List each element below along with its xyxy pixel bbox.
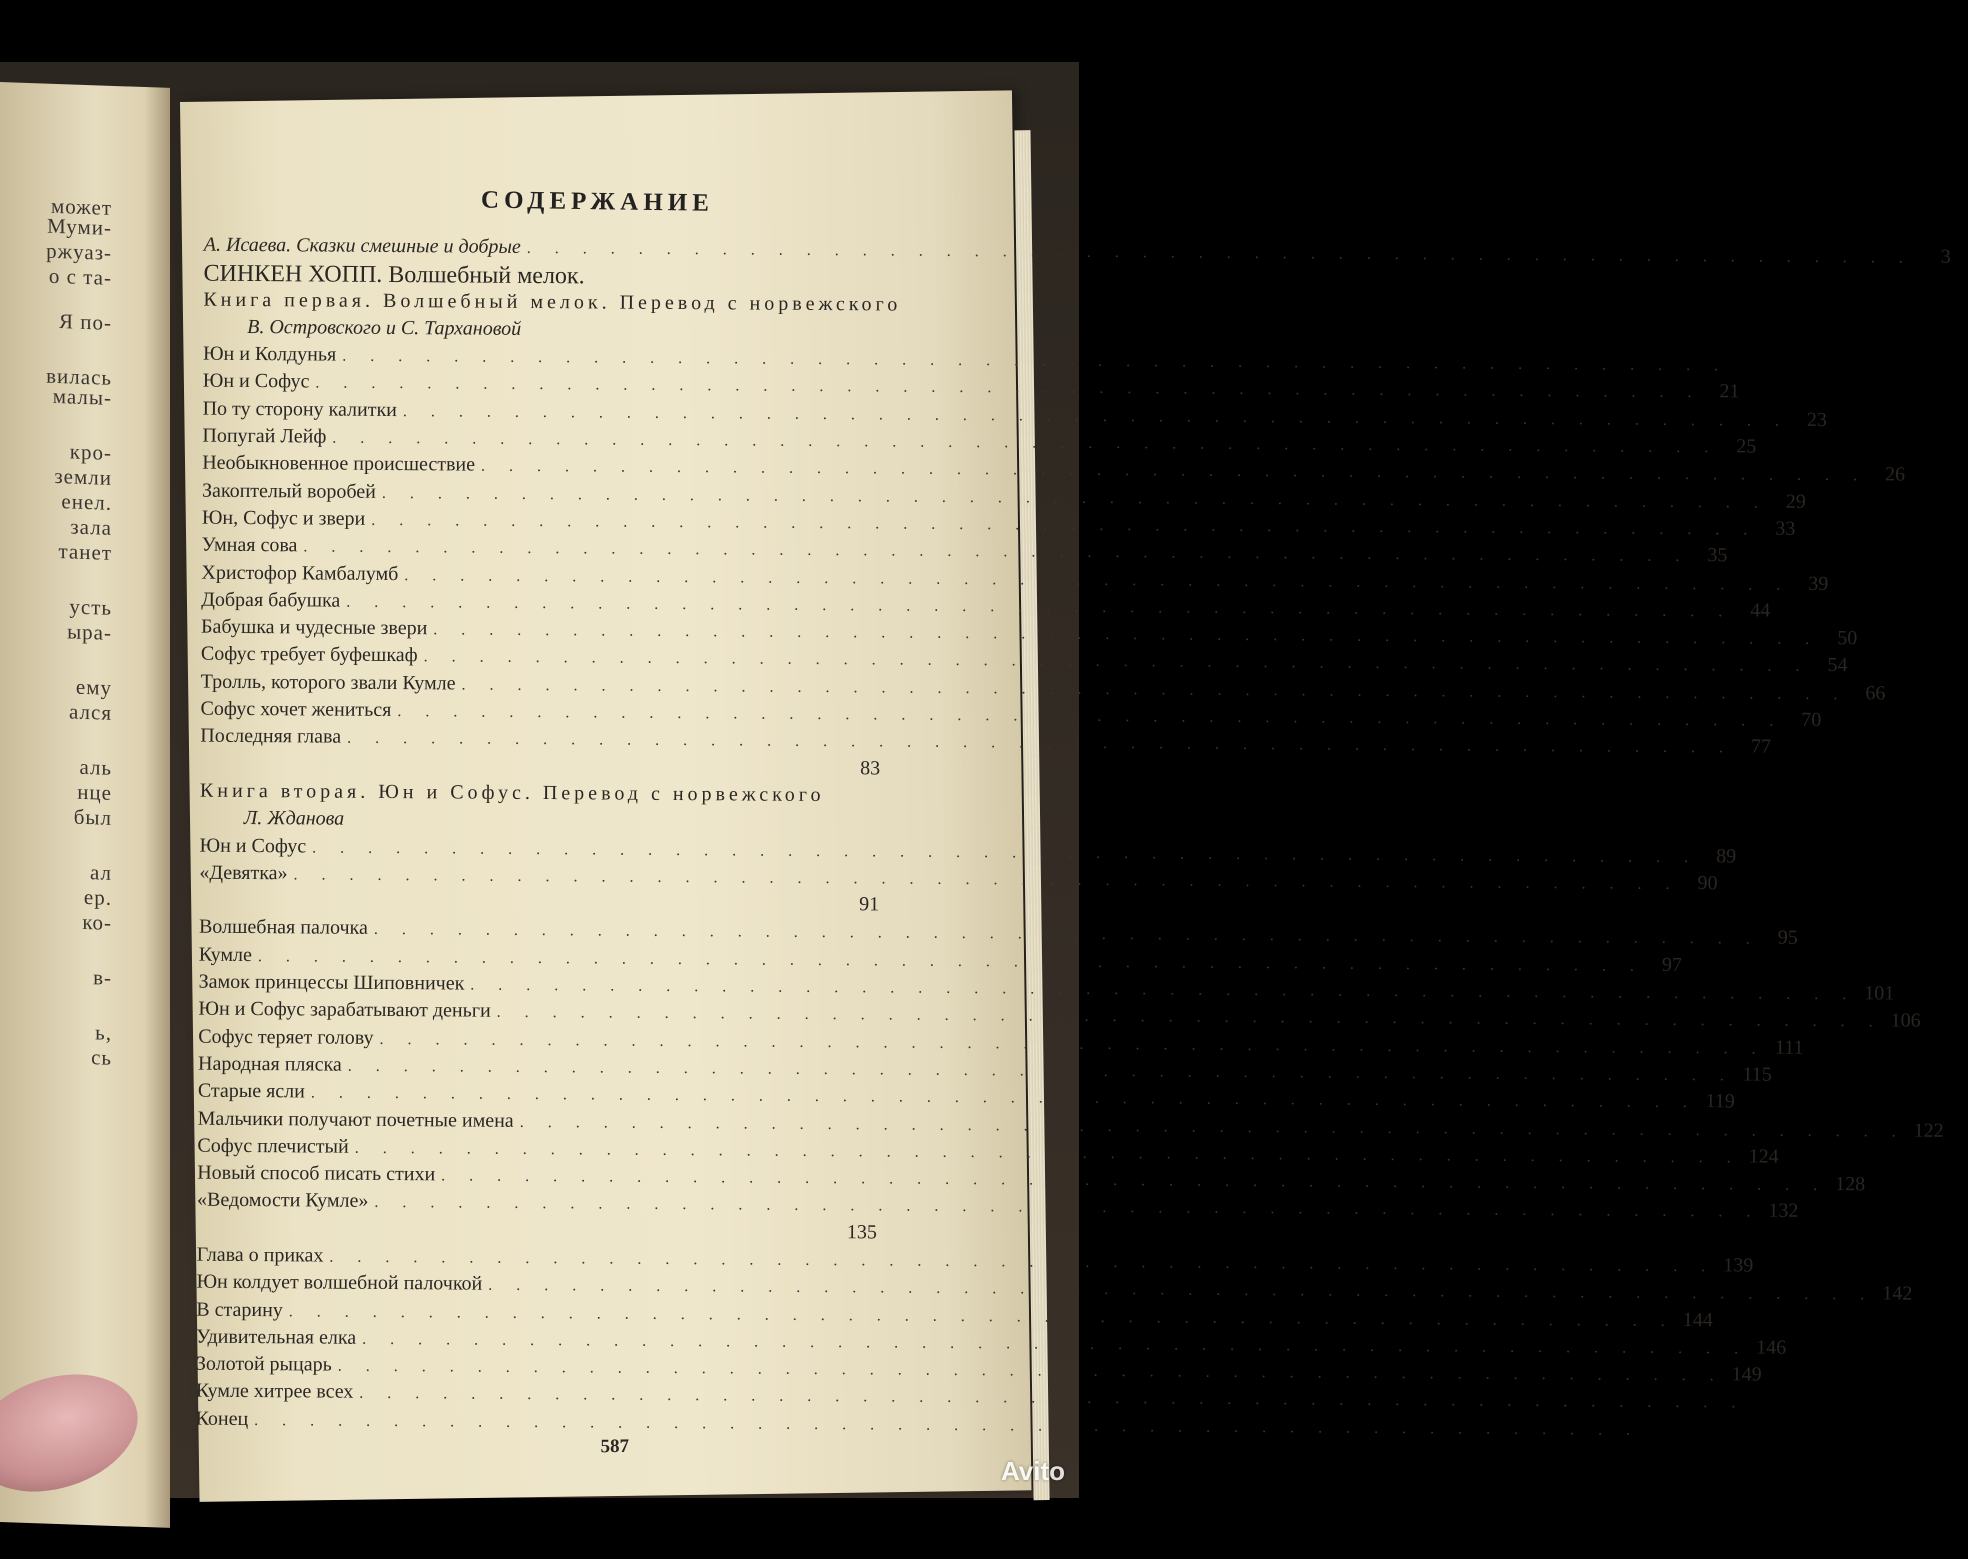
left-page-line: малы- bbox=[52, 383, 112, 410]
left-page-line: ко- bbox=[82, 909, 112, 935]
toc-entry-page: 77 bbox=[1751, 735, 1772, 758]
left-page-line: ался bbox=[69, 699, 112, 725]
toc-entry-title: СИНКЕН ХОПП. Волшебный мелок. bbox=[203, 260, 585, 290]
toc-entry-page: 35 bbox=[1707, 544, 1728, 567]
toc-leader-dots: . . . . . . . . . . . . . . . . . . . . . . . . . . . . . . . . . . . . . . . . . . . . . . . . . . bbox=[404, 566, 1791, 594]
toc-leader-dots bbox=[527, 335, 845, 337]
toc-entry-page: 135 bbox=[846, 1220, 877, 1244]
toc-entry-page: 50 bbox=[1837, 627, 1858, 650]
toc-entry-title: Волшебная палочка bbox=[198, 916, 368, 940]
toc-leader-dots: . . . . . . . . . . . . . . . . . . . . . . . . . . . . . . . . . . . . . . . . . . . . . . . . . . bbox=[347, 1057, 1734, 1085]
toc-leader-dots: . . . . . . . . . . . . . . . . . . . . . . . . . . . . . . . . . . . . . . . . . . . . . . . . . . bbox=[379, 1030, 1766, 1058]
left-page-line: танет bbox=[58, 539, 112, 565]
toc-leader-dots: . . . . . . . . . . . . . . . . . . . . . . . . . . . . . . . . . . . . . . . . . . . . . . . . . . bbox=[402, 402, 1789, 430]
toc-entry-page: 29 bbox=[1785, 490, 1806, 513]
toc-entry-page: 33 bbox=[1775, 517, 1796, 540]
toc-leader-dots: . . . . . . . . . . . . . . . . . . . . . . . . . . . . . . . . . . . . . . . . . . . . . . . . . . bbox=[329, 1248, 1716, 1276]
left-page-line: кро- bbox=[69, 439, 112, 465]
toc-entry-title: Юн и Софус зарабатывают деньги bbox=[198, 997, 491, 1023]
toc-entry-title: «Ведомости Кумле» bbox=[197, 1189, 369, 1213]
toc-leader-dots bbox=[350, 825, 842, 828]
toc-leader-dots: . . . . . . . . . . . . . . . . . . . . . . . . . . . . . . . . . . . . . . . . . . . . . . . . . . bbox=[461, 676, 1848, 703]
toc-entry-title: Софус плечистый bbox=[197, 1134, 349, 1158]
toc-entry-title: Юн и Колдунья bbox=[202, 342, 337, 366]
toc-leader-dots: . . . . . . . . . . . . . . . . . . . . . . . . . . . . . . . . . . . . . . . . . . . . . . . . . . bbox=[359, 1385, 1746, 1412]
toc-entry-page: 146 bbox=[1756, 1336, 1787, 1359]
left-page-line: о с та- bbox=[48, 263, 112, 290]
photo bbox=[0, 62, 1951, 1498]
toc-leader-dots: . . . . . . . . . . . . . . . . . . . . . . . . . . . . . . . . . . . . . . . . . . . . . . . . . . bbox=[362, 1330, 1749, 1358]
toc-leader-dots bbox=[205, 906, 841, 910]
toc-entry-title: Тролль, которого звали Кумле bbox=[200, 670, 456, 695]
toc-entry-title: Кумле хитрее всех bbox=[195, 1380, 354, 1404]
toc-entry-page: 115 bbox=[1742, 1063, 1772, 1086]
toc-leader-dots bbox=[206, 769, 842, 773]
toc-entry-title: Бабушка и чудесные звери bbox=[201, 615, 428, 640]
toc-title: СОДЕРЖАНИЕ bbox=[480, 186, 715, 217]
toc-entry-title: Софус требует буфешкаф bbox=[200, 643, 418, 667]
left-page-line: Муми- bbox=[47, 213, 112, 240]
toc-entry-title: По ту сторону калитки bbox=[202, 397, 397, 421]
toc-leader-dots: . . . . . . . . . . . . . . . . . . . . . . . . . . . . . . . . . . . . . . . . . . . . . . . . . . bbox=[519, 1113, 1906, 1141]
toc-entry-title: Юн и Софус bbox=[199, 834, 307, 857]
toc-entry-title: Юн и Софус bbox=[202, 370, 310, 393]
toc-entry-title: Христофор Камбалумб bbox=[201, 561, 399, 585]
toc-leader-dots: . . . . . . . . . . . . . . . . . . . . . . . . . . . . . . . . . . . . . . . . . . . . . . . . . . bbox=[354, 1139, 1741, 1167]
toc-leader-dots: . . . . . . . . . . . . . . . . . . . . . . . . . . . . . . . . . . . . . . . . . . . . . . . . . . bbox=[337, 1357, 1724, 1385]
left-page-line: нце bbox=[77, 779, 112, 805]
left-page-line: енел. bbox=[61, 489, 112, 515]
toc-leader-dots: . . . . . . . . . . . . . . . . . . . . . . . . . . . . . . . . . . . . . . . . . . . . . . . . . . bbox=[480, 457, 1868, 485]
toc-entry-title: Необыкновенное происшествие bbox=[202, 452, 476, 476]
toc-leader-dots: . . . . . . . . . . . . . . . . . . . . . . . . . . . . . . . . . . . . . . . . . . . . . . . . . . bbox=[526, 239, 1913, 267]
left-page-text bbox=[0, 82, 170, 1070]
left-page-line: ь, bbox=[95, 1020, 112, 1045]
toc-entry-page: 142 bbox=[1882, 1282, 1913, 1305]
toc-entry-page: 66 bbox=[1865, 682, 1886, 705]
left-page-line: ржуаз- bbox=[46, 238, 112, 265]
toc-leader-dots: . . . . . . . . . . . . . . . . . . . . . . . . . . . . . . . . . . . . . . . . . . . . . . . . . . bbox=[496, 1004, 1883, 1031]
toc-entry-title: «Девятка» bbox=[199, 861, 288, 885]
toc-entry-page: 144 bbox=[1682, 1308, 1713, 1331]
toc-entry-title: Народная пляска bbox=[197, 1052, 342, 1076]
toc-leader-dots: . . . . . . . . . . . . . . . . . . . . . . . . . . . . . . . . . . . . . . . . . . . . . . . . . . bbox=[381, 484, 1768, 512]
toc-entry-page: 139 bbox=[1723, 1254, 1754, 1277]
toc-entry-page: 101 bbox=[1864, 982, 1895, 1005]
left-page-line: был bbox=[73, 804, 112, 830]
toc-entry-title: Умная сова bbox=[201, 533, 298, 557]
toc-entry-page: 39 bbox=[1808, 572, 1829, 595]
toc-leader-dots: . . . . . . . . . . . . . . . . . . . . . . . . . . . . . . . . . . . . . . . . . . . . . . . . . . bbox=[332, 429, 1719, 457]
toc-entry-title: Кумле bbox=[198, 943, 252, 966]
toc-entry-page: 128 bbox=[1835, 1173, 1866, 1196]
left-page-line: вилась bbox=[46, 363, 112, 390]
left-page-line: ер. bbox=[83, 884, 112, 910]
left-page-line: земли bbox=[54, 463, 112, 490]
toc-entry-page: 83 bbox=[860, 756, 881, 780]
toc-entry-title: А. Исаева. Сказки смешные и добрые bbox=[203, 233, 521, 258]
toc-entry-page: 23 bbox=[1806, 408, 1827, 431]
toc-leader-dots: . . . . . . . . . . . . . . . . . . . . . . . . . . . . . . . . . . . . . . . . . . . . . . . . . . bbox=[441, 1167, 1828, 1195]
toc-entry-title: В. Островского и С. Тархановой bbox=[247, 315, 522, 340]
toc-entry-page: 97 bbox=[1661, 953, 1682, 976]
toc-leader-dots: . . . . . . . . . . . . . . . . . . . . . . . . . . . . . . . . . . . . . . . . . . . . . . . . . . bbox=[342, 347, 1729, 375]
toc-entry-title: Софус хочет жениться bbox=[200, 697, 392, 722]
toc-entry-title: Юн, Софус и звери bbox=[201, 506, 366, 530]
toc-entry-title: Добрая бабушка bbox=[201, 588, 341, 612]
toc-entry-title: Мальчики получают почетные имена bbox=[197, 1107, 514, 1132]
toc-leader-dots: . . . . . . . . . . . . . . . . . . . . . . . . . . . . . . . . . . . . . . . . . . . . . . . . . . bbox=[303, 538, 1690, 566]
toc-entry-page: 70 bbox=[1801, 708, 1822, 732]
avito-watermark: Avito bbox=[1000, 1456, 1065, 1486]
left-page-line: в- bbox=[93, 965, 112, 990]
toc-entry-page: 89 bbox=[1716, 844, 1737, 867]
toc-leader-dots: . . . . . . . . . . . . . . . . . . . . . . . . . . . . . . . . . . . . . . . . . . . . . . . . . . bbox=[312, 838, 1699, 866]
toc-entry-title: В старину bbox=[196, 1298, 283, 1321]
toc-entry-title: Книга первая. Волшебный мелок. Перевод с норвежского bbox=[203, 288, 902, 316]
toc-leader-dots bbox=[591, 284, 846, 286]
toc-leader-dots: . . . . . . . . . . . . . . . . . . . . . . . . . . . . . . . . . . . . . . . . . . . . . . . . . . bbox=[347, 730, 1734, 757]
toc-leader-dots bbox=[203, 1233, 839, 1237]
toc-entry-page: 91 bbox=[859, 893, 880, 916]
toc-leader-dots: . . . . . . . . . . . . . . . . . . . . . . . . . . . . . . . . . . . . . . . . . . . . . . . . . . bbox=[423, 648, 1810, 676]
toc-entry-page: 90 bbox=[1697, 871, 1718, 895]
left-page-line: ему bbox=[75, 674, 112, 700]
toc-entry-page: 122 bbox=[1913, 1119, 1944, 1142]
left-page-line: сь bbox=[91, 1045, 112, 1070]
toc-entry-title: Глава о приках bbox=[196, 1243, 324, 1267]
toc-leader-dots: . . . . . . . . . . . . . . . . . . . . . . . . . . . . . . . . . . . . . . . . . . . . . . . . . . bbox=[371, 511, 1758, 539]
toc-entry-page: 44 bbox=[1750, 599, 1771, 622]
toc-leader-dots: . . . . . . . . . . . . . . . . . . . . . . . . . . . . . . . . . . . . . . . . . . . . . . . . . . bbox=[288, 1302, 1675, 1330]
toc-entry-page: 26 bbox=[1884, 463, 1906, 486]
toc-entry-title: Юн колдует волшебной палочкой bbox=[196, 1270, 483, 1295]
toc-entry-title: Конец bbox=[195, 1407, 249, 1430]
left-page-line: ал bbox=[90, 860, 112, 885]
toc-entry-page: 95 bbox=[1777, 927, 1798, 950]
toc-leader-dots: . . . . . . . . . . . . . . . . . . . . . . . . . . . . . . . . . . . . . . . . . . . . . . . . . . bbox=[254, 1411, 1641, 1439]
toc-entry-page: 25 bbox=[1736, 435, 1757, 458]
toc-leader-dots: . . . . . . . . . . . . . . . . . . . . . . . . . . . . . . . . . . . . . . . . . . . . . . . . . . bbox=[374, 1194, 1761, 1221]
toc-entry-title: Последняя глава bbox=[200, 725, 342, 748]
left-page-line: зала bbox=[70, 514, 112, 540]
toc-entry-page: 124 bbox=[1748, 1145, 1779, 1168]
toc-entry-page: 149 bbox=[1731, 1363, 1762, 1386]
toc-entry-page: 111 bbox=[1774, 1036, 1804, 1059]
toc-entry-title: Удивительная елка bbox=[196, 1325, 357, 1349]
toc-entry-page: 54 bbox=[1827, 654, 1848, 677]
toc-entry-title: Книга вторая. Юн и Софус. Перевод с норвежского bbox=[199, 779, 825, 806]
toc-leader-dots: . . . . . . . . . . . . . . . . . . . . . . . . . . . . . . . . . . . . . . . . . . . . . . . . . . bbox=[373, 921, 1760, 948]
toc-entry-title: Попугай Лейф bbox=[202, 424, 327, 448]
toc-leader-dots: . . . . . . . . . . . . . . . . . . . . . . . . . . . . . . . . . . . . . . . . . . . . . . . . . . bbox=[293, 866, 1680, 893]
toc-leader-dots: . . . . . . . . . . . . . . . . . . . . . . . . . . . . . . . . . . . . . . . . . . . . . . . . . . bbox=[257, 947, 1644, 975]
toc-entry-title: Золотой рыцарь bbox=[195, 1352, 332, 1376]
left-page-line: аль bbox=[79, 754, 112, 780]
toc-list bbox=[195, 233, 1951, 1440]
toc-entry-title: Л. Жданова bbox=[243, 807, 345, 830]
page-number: 587 bbox=[600, 1435, 630, 1458]
toc-leader-dots: . . . . . . . . . . . . . . . . . . . . . . . . . . . . . . . . . . . . . . . . . . . . . . . . . . bbox=[433, 621, 1820, 649]
toc-entry-title: Новый способ писать стихи bbox=[197, 1161, 436, 1186]
toc-leader-dots: . . . . . . . . . . . . . . . . . . . . . . . . . . . . . . . . . . . . . . . . . . . . . . . . . . bbox=[470, 976, 1857, 1004]
left-page-line: Я по- bbox=[59, 309, 112, 335]
toc-entry-title: Софус теряет голову bbox=[198, 1025, 374, 1049]
left-page-line: усть bbox=[69, 594, 112, 620]
toc-leader-dots: . . . . . . . . . . . . . . . . . . . . . . . . . . . . . . . . . . . . . . . . . . . . . . . . . . bbox=[346, 593, 1733, 621]
toc-entry-title: Закоптелый воробей bbox=[201, 479, 376, 503]
toc-entry-title: Старые ясли bbox=[197, 1079, 305, 1103]
toc-entry-page: 119 bbox=[1705, 1090, 1735, 1113]
toc-entry-title: Замок принцессы Шиповничек bbox=[198, 970, 465, 995]
toc-entry-page: 21 bbox=[1719, 380, 1740, 403]
toc-leader-dots: . . . . . . . . . . . . . . . . . . . . . . . . . . . . . . . . . . . . . . . . . . . . . . . . . . bbox=[488, 1276, 1875, 1304]
toc-leader-dots: . . . . . . . . . . . . . . . . . . . . . . . . . . . . . . . . . . . . . . . . . . . . . . . . . . bbox=[397, 703, 1784, 730]
toc-leader-dots: . . . . . . . . . . . . . . . . . . . . . . . . . . . . . . . . . . . . . . . . . . . . . . . . . . bbox=[315, 374, 1702, 402]
toc-entry-page: 132 bbox=[1768, 1200, 1799, 1223]
toc-entry-page: 106 bbox=[1890, 1009, 1921, 1032]
left-page-line: может bbox=[51, 193, 112, 220]
toc-entry-page: 3 bbox=[1940, 245, 1951, 268]
toc-leader-dots: . . . . . . . . . . . . . . . . . . . . . . . . . . . . . . . . . . . . . . . . . . . . . . . . . . bbox=[310, 1084, 1697, 1112]
left-page-line: ыра- bbox=[67, 619, 112, 645]
left-page bbox=[0, 82, 170, 1528]
